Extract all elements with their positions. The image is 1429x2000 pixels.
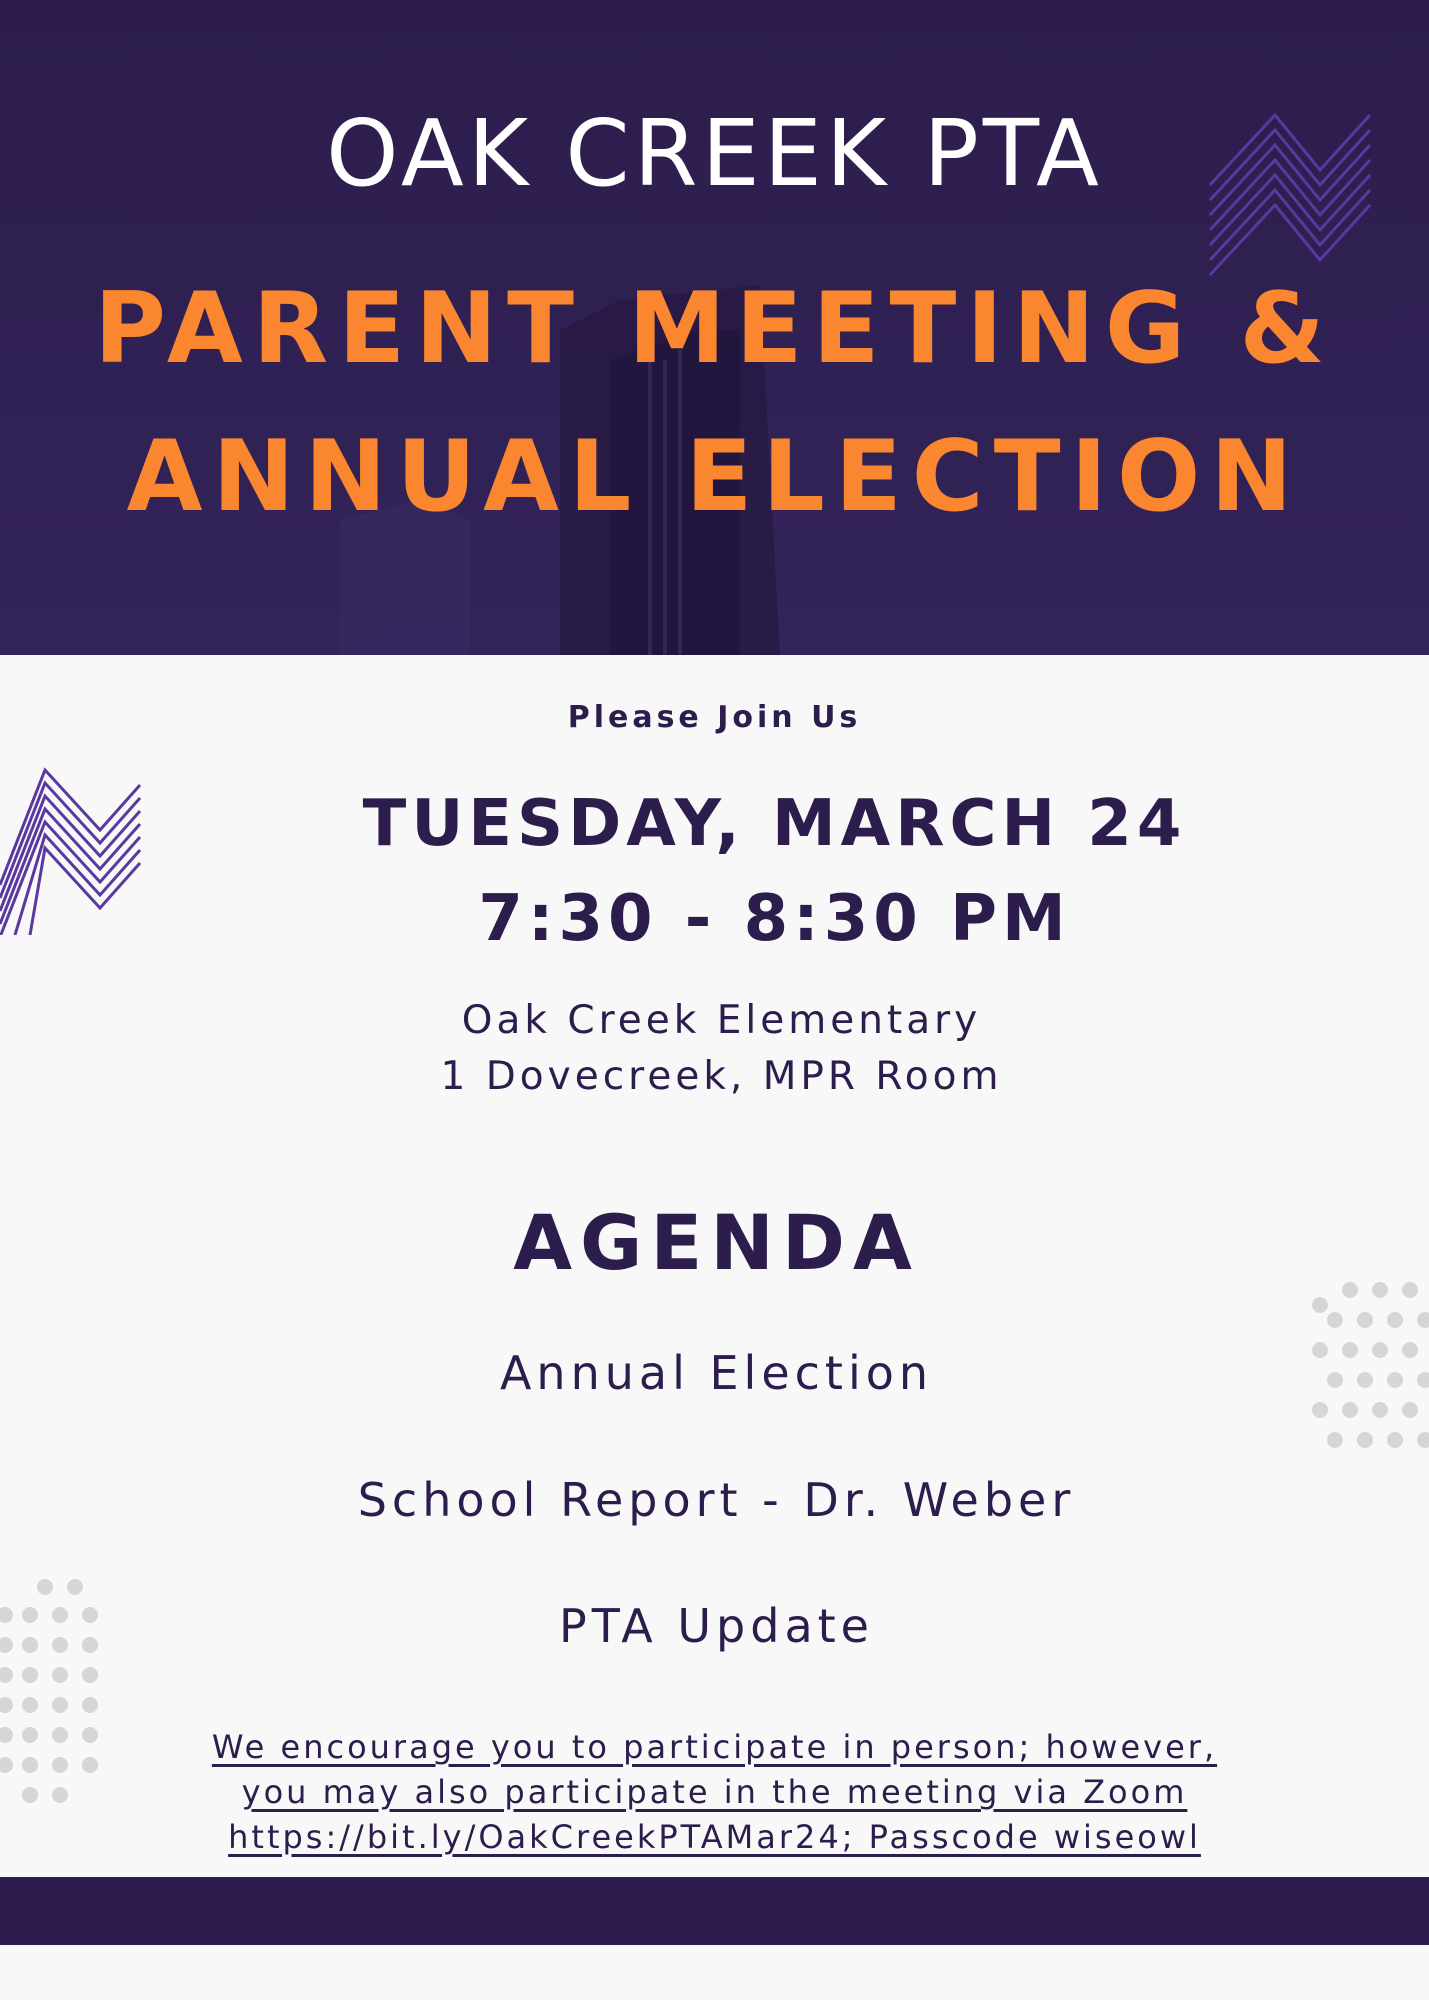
footer-bar — [0, 1877, 1429, 1945]
event-title-line1: PARENT MEETING & — [94, 272, 1335, 386]
agenda-item: Annual Election — [499, 1346, 934, 1400]
agenda-item: School Report - Dr. Weber — [357, 1473, 1076, 1527]
zoom-note-line1: We encourage you to participate in person; however, — [211, 1728, 1218, 1766]
event-title-line2: ANNUAL ELECTION — [126, 420, 1303, 534]
location-name: Oak Creek Elementary — [461, 998, 982, 1043]
header-banner — [0, 0, 1429, 655]
event-time: 7:30 - 8:30 PM — [478, 882, 1071, 956]
invite-text: Please Join Us — [567, 700, 862, 735]
agenda-heading: AGENDA — [513, 1198, 920, 1287]
location-address: 1 Dovecreek, MPR Room — [440, 1054, 1003, 1099]
event-date: TUESDAY, MARCH 24 — [362, 787, 1187, 861]
zoom-note-line2: you may also participate in the meeting via Zoom — [241, 1773, 1188, 1811]
zoom-link[interactable]: https://bit.ly/OakCreekPTAMar24; Passcode wiseowl — [228, 1818, 1201, 1856]
org-name: OAK CREEK PTA — [326, 100, 1103, 207]
zoom-note — [0, 1725, 1429, 1860]
agenda-item: PTA Update — [559, 1599, 874, 1653]
